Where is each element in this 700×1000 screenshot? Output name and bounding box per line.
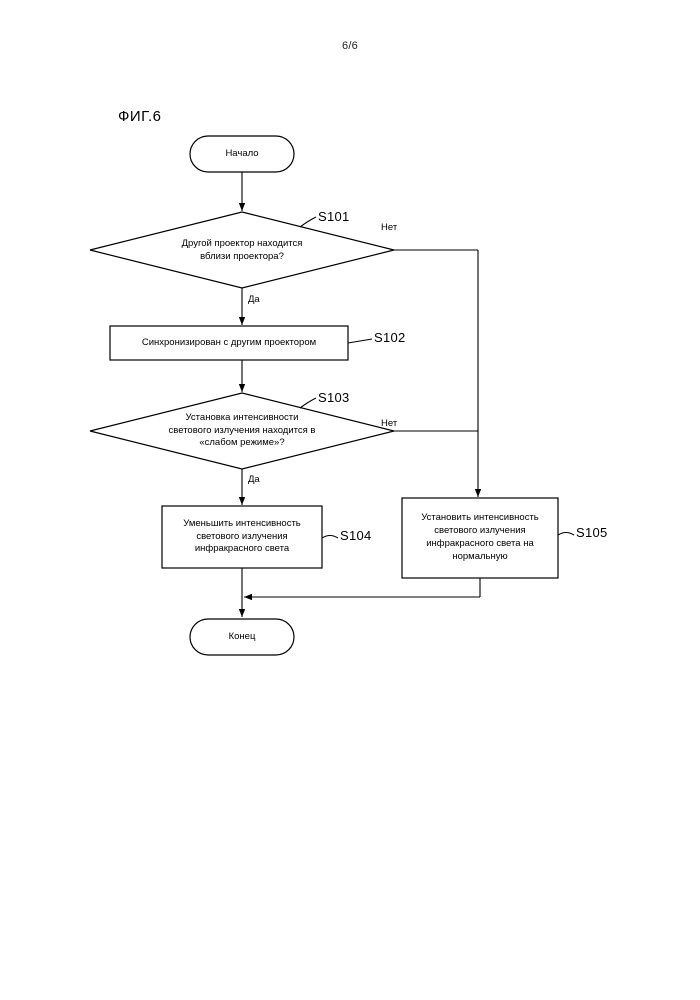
leader-s105 [558,533,574,536]
step-tag-s105: S105 [576,525,608,540]
node-start-shape [190,136,294,172]
node-start-label: Начало [225,147,259,159]
page-number: 6/6 [342,40,358,52]
node-s105-shape [402,498,558,578]
edge-label-s101-yes: Да [248,294,260,305]
node-s103-label: Установка интенсивности светового излучения находится в «слабом режиме»? [168,411,316,449]
leader-s102 [348,339,372,343]
node-s104-label: Уменьшить интенсивность светового излучения инфракрасного света [183,517,301,555]
node-s102-label: Синхронизирован с другим проектором [141,336,317,348]
figure-label: ФИГ.6 [118,108,162,125]
step-tag-s104: S104 [340,528,372,543]
node-s105-label: Установить интенсивность светового излучения инфракрасного света на нормальную [421,512,539,562]
edge-label-s103-no: Нет [381,418,398,429]
node-end-shape [190,619,294,655]
step-tag-s101: S101 [318,209,350,224]
step-tag-s103: S103 [318,390,350,405]
leader-s104 [322,536,338,539]
node-end-label: Конец [228,630,256,642]
node-s104-shape [162,506,322,568]
edge-label-s103-yes: Да [248,474,260,485]
node-s101-label: Другой проектор находится вблизи проектора? [181,238,303,262]
leader-s101 [300,217,316,227]
node-s102-shape [110,326,348,360]
edge-label-s101-no: Нет [381,222,398,233]
step-tag-s102: S102 [374,330,406,345]
leader-s103 [300,398,316,408]
